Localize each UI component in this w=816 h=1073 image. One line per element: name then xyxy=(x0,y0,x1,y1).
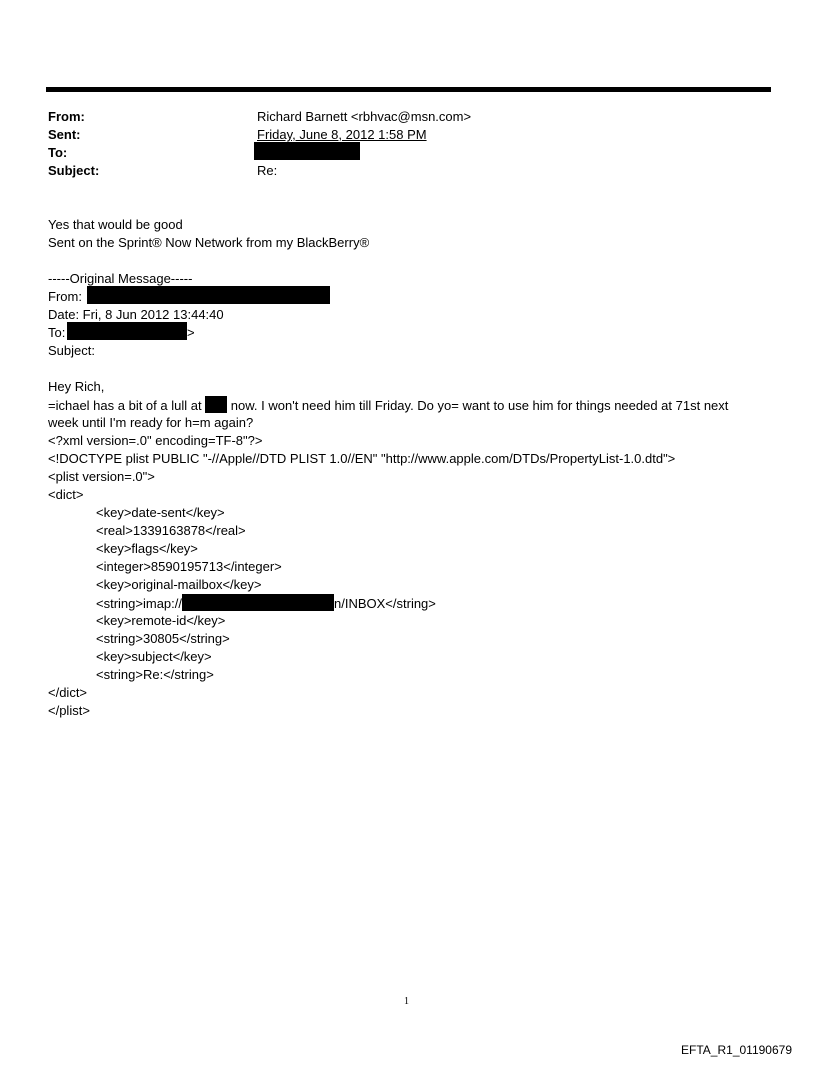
orig-date: Date: Fri, 8 Jun 2012 13:44:40 xyxy=(48,307,224,322)
doctype-line: <!DOCTYPE plist PUBLIC "-//Apple//DTD PLIST 1.0//EN" "http://www.apple.com/DTDs/PropertyList-1.0.dtd"> xyxy=(48,451,676,466)
imap-end: n/INBOX</string> xyxy=(334,596,436,611)
subject-value: Re: xyxy=(257,163,278,178)
xml-declaration: <?xml version=.0" encoding=TF-8"?> xyxy=(48,433,263,448)
dict-line: <key>flags</key> xyxy=(96,541,198,556)
orig-to-label: To: xyxy=(48,325,66,340)
dict-line: <key>date-sent</key> xyxy=(96,505,225,520)
plist-open: <plist version=.0"> xyxy=(48,469,155,484)
reply-line: Yes that would be good xyxy=(48,217,183,232)
from-label: From: xyxy=(48,109,85,124)
imap-start: <string>imap:// xyxy=(96,596,182,611)
redaction-imap xyxy=(182,594,334,611)
sent-value: Friday, June 8, 2012 1:58 PM xyxy=(257,127,427,142)
dict-line: <key>original-mailbox</key> xyxy=(96,577,262,592)
redaction-orig-to xyxy=(67,322,187,340)
page-number: 1 xyxy=(404,996,409,1007)
from-value: Richard Barnett <rbhvac@msn.com> xyxy=(257,109,472,124)
message-paragraph-line2: week until I'm ready for h=m again? xyxy=(48,415,254,430)
redaction-orig-from xyxy=(87,286,330,304)
bates-number: EFTA_R1_01190679 xyxy=(681,1043,792,1057)
dict-close: </dict> xyxy=(48,685,88,700)
dict-line: <key>subject</key> xyxy=(96,649,212,664)
para-start: =ichael has a bit of a lull at xyxy=(48,398,206,413)
to-label: To: xyxy=(48,145,68,160)
imap-line xyxy=(48,594,436,613)
orig-to-tail: > xyxy=(187,325,195,340)
redaction-location xyxy=(205,396,227,413)
message-paragraph-line1 xyxy=(48,396,728,415)
para-mid: now. I won't need him till Friday. Do yo= want to use him for things needed at 71st next xyxy=(227,398,729,413)
dict-line: <string>Re:</string> xyxy=(96,667,214,682)
header-rule xyxy=(46,87,771,92)
subject-label: Subject: xyxy=(48,163,100,178)
dict-line: <real>1339163878</real> xyxy=(96,523,246,538)
redaction-to xyxy=(254,142,360,160)
sent-label: Sent: xyxy=(48,127,81,142)
plist-close: </plist> xyxy=(48,703,90,718)
orig-subject: Subject: xyxy=(48,343,95,358)
original-message-marker: -----Original Message----- xyxy=(48,271,193,286)
dict-line: <integer>8590195713</integer> xyxy=(96,559,282,574)
dict-line: <key>remote-id</key> xyxy=(96,613,226,628)
greeting: Hey Rich, xyxy=(48,379,105,394)
blackberry-signature: Sent on the Sprint® Now Network from my BlackBerry® xyxy=(48,235,370,250)
dict-open: <dict> xyxy=(48,487,84,502)
orig-from-label: From: xyxy=(48,289,82,304)
dict-line: <string>30805</string> xyxy=(96,631,230,646)
